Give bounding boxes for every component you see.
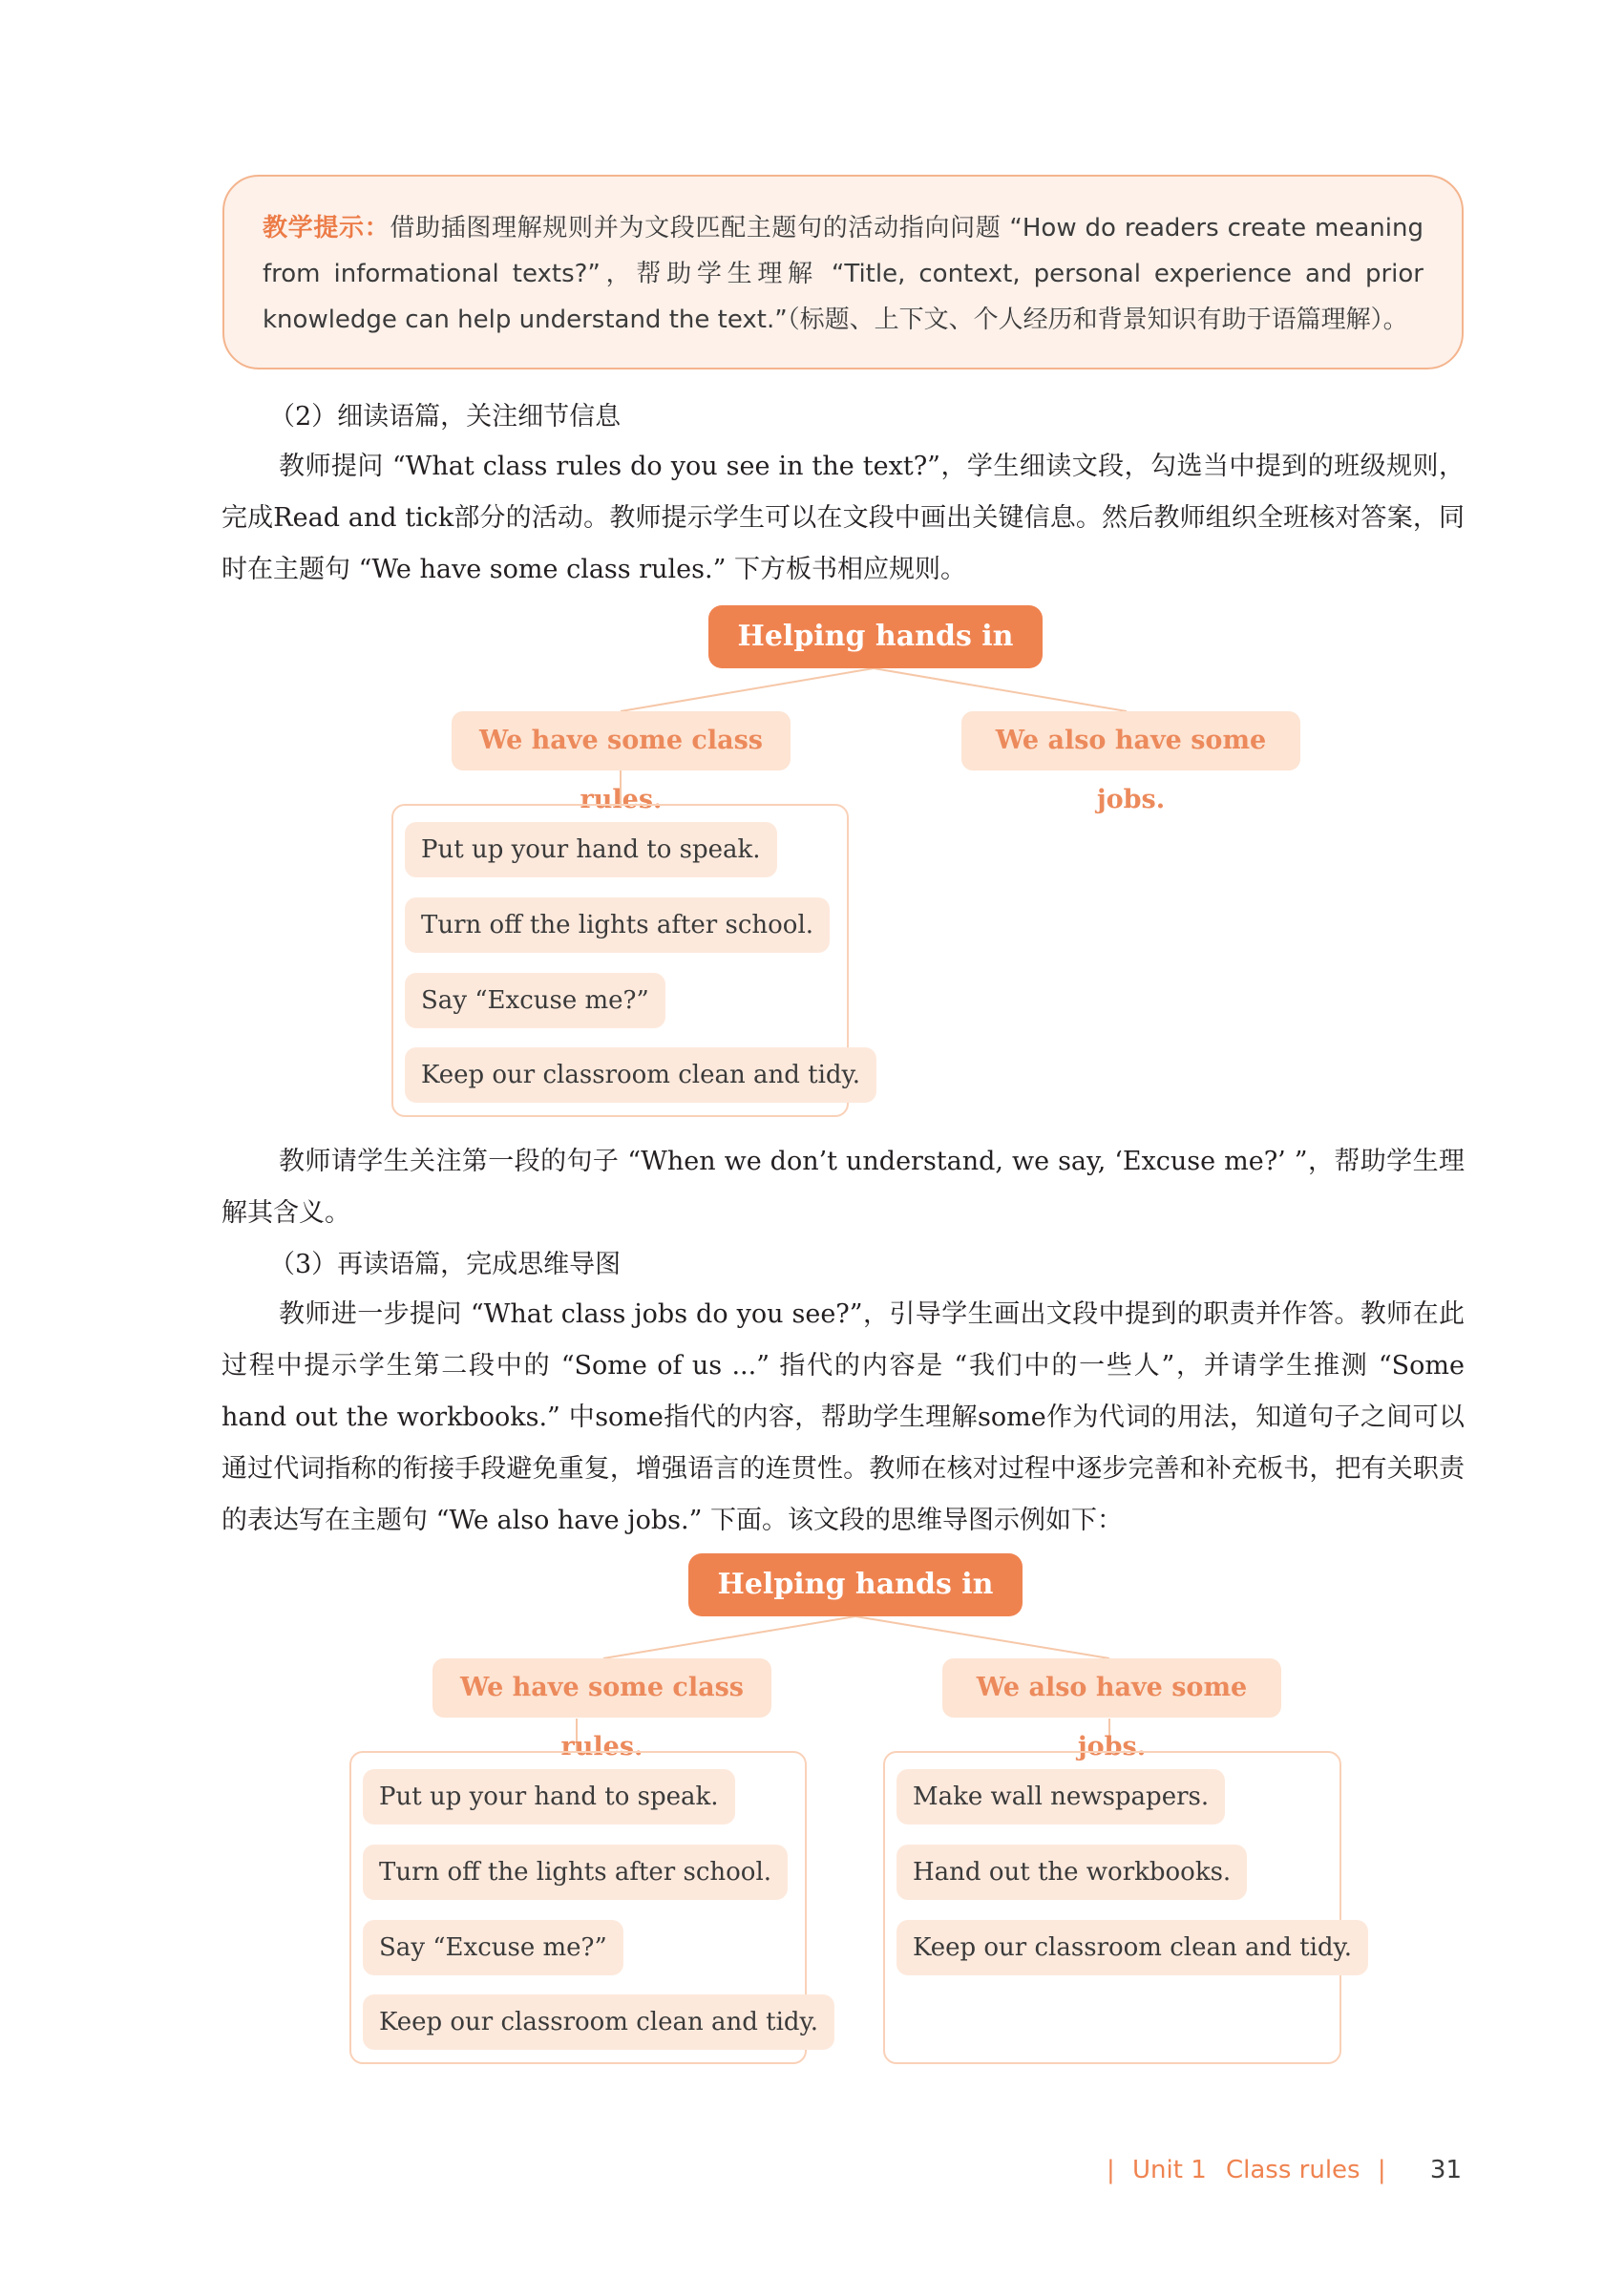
map2-rule-item: Say “Excuse me?” — [363, 1920, 623, 1975]
footer-divider: | — [1377, 2156, 1386, 2184]
tip-label: 教学提示： — [263, 214, 390, 243]
map2-branch-jobs: We also have some jobs. — [942, 1658, 1281, 1718]
map1-rule-item: Keep our classroom clean and tidy. — [405, 1047, 876, 1103]
page-footer — [1097, 2156, 1462, 2184]
map2-job-item: Make wall newspapers. — [896, 1769, 1225, 1825]
map1-rule-item: Put up your hand to speak. — [405, 822, 777, 877]
map2-job-item: Keep our classroom clean and tidy. — [896, 1920, 1368, 1975]
footer-unit: Unit 1 — [1132, 2156, 1207, 2184]
map1-title: Helping hands in class — [708, 605, 1043, 668]
map2-branch-rules: We have some class rules. — [432, 1658, 771, 1718]
map1-rule-item: Turn off the lights after school. — [405, 897, 830, 953]
map1-rule-item: Say “Excuse me?” — [405, 973, 665, 1028]
page-number: 31 — [1429, 2156, 1462, 2184]
tip-text: 借助插图理解规则并为文段匹配主题句的活动指向问题 “How do readers create meaning from informational texts?”，帮助学生理解 “Title, context, personal experience and prior knowledge can help understand the text.”（标题、上下文、个人经历和背景知识有助于语篇理解）。 — [263, 214, 1424, 334]
map1-branch-rules: We have some class rules. — [452, 711, 791, 770]
paragraph-close-reading: 教师提问 “What class rules do you see in the text?”，学生细读文段，勾选当中提到的班级规则，完成Read and tick部分的活动。教师提示学生可以在文段中画出关键信息。然后教师组织全班核对答案，同时在主题句 “We have some class rules.” 下方板书相应规则。 — [221, 452, 1465, 584]
section-heading-3: （3）再读语篇，完成思维导图 — [269, 1250, 622, 1279]
map2-rule-item: Turn off the lights after school. — [363, 1845, 788, 1900]
map2-job-item: Hand out the workbooks. — [896, 1845, 1247, 1900]
paragraph-excuse-me: 教师请学生关注第一段的句子 “When we don’t understand, we say, ‘Excuse me?’ ”，帮助学生理解其含义。 — [221, 1147, 1465, 1228]
map2-rule-item: Put up your hand to speak. — [363, 1769, 735, 1825]
footer-divider: | — [1106, 2156, 1115, 2184]
map2-rule-item: Keep our classroom clean and tidy. — [363, 1994, 834, 2050]
section-heading-2: （2）细读语篇，关注细节信息 — [269, 402, 622, 432]
map1-branch-jobs: We also have some jobs. — [961, 711, 1300, 770]
paragraph-class-jobs: 教师进一步提问 “What class jobs do you see?”，引导学生画出文段中提到的职责并作答。教师在此过程中提示学生第二段中的 “Some of us ...” 指代的内容是 “我们中的一些人”，并请学生推测 “Some hand out the workbooks.” 中some指代的内容，帮助学生理解some作为代词的用法，知道句子之间可以通过代词指称的衔接手段避免重复，增强语言的连贯性。教师在核对过程中逐步完善和补充板书，把有关职责的表达写在主题句 “We also have jobs.” 下面。该文段的思维导图示例如下： — [221, 1299, 1465, 1535]
map2-title: Helping hands in class — [688, 1553, 1023, 1616]
footer-title: Class rules — [1226, 2156, 1360, 2184]
